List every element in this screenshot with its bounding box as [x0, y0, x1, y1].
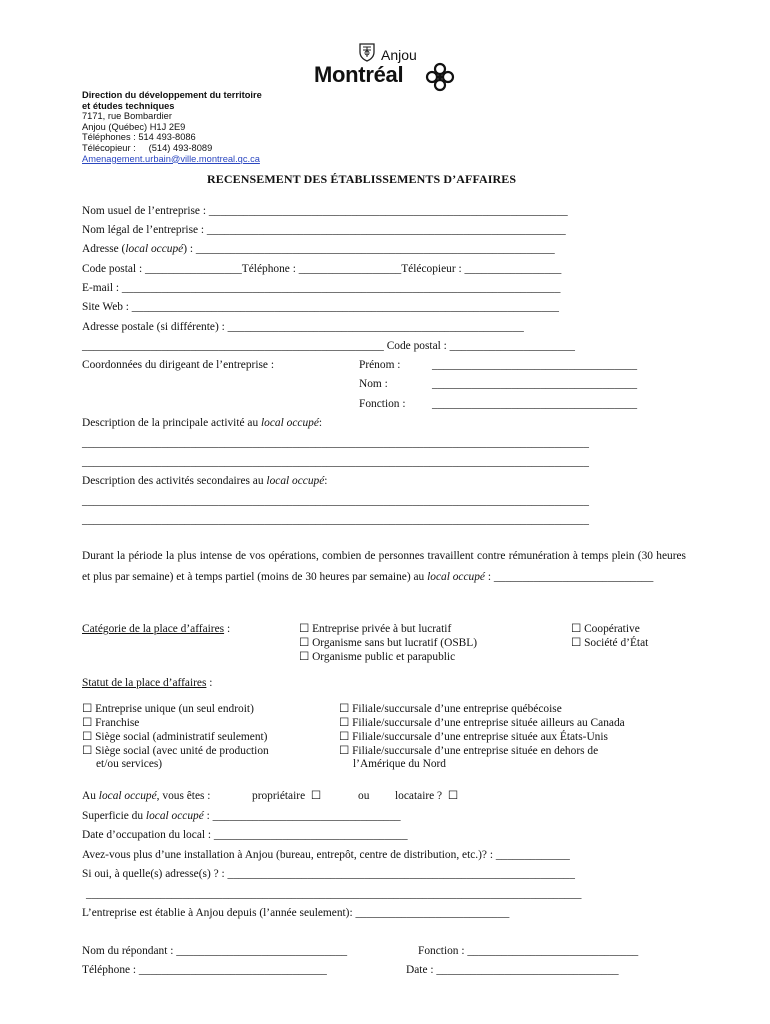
statut-option-continued: et/ou services) — [96, 758, 163, 770]
form-title: RECENSEMENT DES ÉTABLISSEMENTS D’AFFAIRES — [207, 172, 517, 186]
crest-icon — [357, 42, 377, 62]
locataire-option[interactable]: locataire ? ☐ — [395, 789, 458, 803]
statut-option[interactable]: ☐ Franchise — [82, 716, 139, 730]
department-name: Direction du développement du territoire — [82, 90, 262, 100]
superficie-field[interactable]: Superficie du local occupé : _________________________________ — [82, 810, 401, 822]
phone-numbers: Téléphones : 514 493-8086 — [82, 132, 196, 143]
dirigeant-label: Coordonnées du dirigeant de l’entreprise : — [82, 359, 275, 371]
etablie-field[interactable]: L’entreprise est établie à Anjou depuis (l’année seulement): ___________________________ — [82, 907, 510, 919]
adresse-label-italic: local occupé — [125, 243, 184, 255]
statut-option[interactable]: ☐ Siège social (avec unité de production — [82, 744, 269, 758]
si-oui-field[interactable]: Si oui, à quelle(s) adresse(s) ? : _____________________________________________________________ — [82, 868, 575, 880]
fonction-label: Fonction : — [359, 398, 406, 410]
repondant-fonction-field[interactable]: Fonction : ______________________________ — [418, 945, 639, 957]
city-address: Anjou (Québec) H1J 2E9 — [82, 121, 186, 132]
proprietaire-option[interactable]: propriétaire ☐ — [252, 789, 321, 803]
categorie-option[interactable]: ☐ Organisme sans but lucratif (OSBL) — [299, 636, 477, 650]
logo-borough: Anjou — [381, 47, 417, 63]
email-field[interactable]: E-mail : _____________________________________________________________________________ — [82, 282, 561, 294]
statut-option[interactable]: ☐ Filiale/succursale d’une entreprise située aux États-Unis — [339, 730, 608, 744]
fax-number: Télécopieur : (514) 493-8089 — [82, 142, 213, 153]
montreal-flower-icon — [425, 62, 455, 92]
date-occupation-field[interactable]: Date d’occupation du local : __________________________________ — [82, 829, 408, 841]
checkbox-icon[interactable] — [339, 731, 349, 743]
checkbox-icon[interactable] — [299, 651, 309, 663]
department-name-2: et études techniques — [82, 100, 175, 111]
checkbox-icon[interactable] — [82, 745, 92, 757]
checkbox-icon[interactable] — [339, 745, 349, 757]
employees-question[interactable]: Durant la période la plus intense de vos opérations, combien de personnes travaillent contre rémunération à temps plein (30 heures et plus par semaine) et à temps partiel (moins de 30 heures par semaine) au local occupé : ____________________________ — [82, 550, 686, 583]
adresse-postale-field[interactable]: Adresse postale (si différente) : ____________________________________________________ — [82, 321, 524, 333]
prenom-label: Prénom : — [359, 359, 401, 371]
logo-city: Montréal — [314, 62, 404, 87]
checkbox-icon[interactable] — [299, 637, 309, 649]
statut-option[interactable]: ☐ Siège social (administratif seulement) — [82, 730, 267, 744]
checkbox-icon[interactable] — [299, 623, 309, 635]
desc-principale-line[interactable]: _________________________________________________________________________________________ — [82, 456, 589, 468]
checkbox-icon[interactable] — [448, 790, 458, 802]
adresse-postale-line-2[interactable]: _____________________________________________________ Code postal : ______________________ — [82, 340, 575, 352]
si-oui-line[interactable]: _______________________________________________________________________________________ — [86, 888, 582, 900]
desc-principale-line[interactable]: _________________________________________________________________________________________ — [82, 437, 589, 449]
installation-field[interactable]: Avez-vous plus d’une installation à Anjou (bureau, entrepôt, centre de distribution, etc.)? : _____________ — [82, 849, 570, 861]
adresse-label: Adresse ( — [82, 243, 126, 255]
address-block — [82, 90, 262, 164]
street-address: 7171, rue Bombardier — [82, 111, 172, 122]
nom-legal-field[interactable]: Nom légal de l’entreprise : _______________________________________________________________ — [82, 224, 566, 236]
repondant-date-field[interactable]: Date : ________________________________ — [406, 964, 619, 976]
categorie-option[interactable]: ☐ Coopérative — [571, 622, 640, 636]
categorie-option[interactable]: ☐ Société d’État — [571, 636, 648, 650]
site-web-field[interactable]: Site Web : ___________________________________________________________________________ — [82, 301, 559, 313]
statut-label: Statut de la place d’affaires : — [82, 677, 213, 689]
prenom-field[interactable]: ____________________________________ — [432, 359, 638, 371]
checkbox-icon[interactable] — [339, 703, 349, 715]
fonction-field[interactable]: ____________________________________ — [432, 398, 638, 410]
occupation-question: Au local occupé, vous êtes : — [82, 790, 211, 802]
ou-text: ou — [358, 790, 370, 802]
checkbox-icon[interactable] — [82, 703, 92, 715]
checkbox-icon[interactable] — [571, 623, 581, 635]
checkbox-icon[interactable] — [82, 731, 92, 743]
nom-field[interactable]: ____________________________________ — [432, 378, 638, 390]
email-link[interactable]: Amenagement.urbain@ville.montreal.qc.ca — [82, 153, 260, 164]
repondant-telephone-field[interactable]: Téléphone : _________________________________ — [82, 964, 327, 976]
checkbox-icon[interactable] — [82, 717, 92, 729]
repondant-nom-field[interactable]: Nom du répondant : ______________________________ — [82, 945, 348, 957]
nom-usuel-field[interactable]: Nom usuel de l’entreprise : _______________________________________________________________ — [82, 205, 568, 217]
statut-option[interactable]: ☐ Filiale/succursale d’une entreprise située en dehors de — [339, 744, 598, 758]
checkbox-icon[interactable] — [571, 637, 581, 649]
adresse-field[interactable] — [82, 242, 555, 256]
nom-label: Nom : — [359, 378, 388, 390]
anjou-logo — [313, 40, 463, 90]
statut-option[interactable]: ☐ Entreprise unique (un seul endroit) — [82, 702, 254, 716]
categorie-option[interactable]: ☐ Organisme public et parapublic — [299, 650, 455, 664]
adresse-line: ) : _______________________________________________________________ — [183, 243, 555, 255]
statut-option-continued: l’Amérique du Nord — [353, 758, 446, 770]
checkbox-icon[interactable] — [311, 790, 321, 802]
desc-secondaires-label: Description des activités secondaires au local occupé: — [82, 475, 328, 487]
desc-secondaires-line[interactable]: _________________________________________________________________________________________ — [82, 514, 589, 526]
checkbox-icon[interactable] — [339, 717, 349, 729]
desc-secondaires-line[interactable]: _________________________________________________________________________________________ — [82, 495, 589, 507]
statut-option[interactable]: ☐ Filiale/succursale d’une entreprise québécoise — [339, 702, 562, 716]
desc-principale-label: Description de la principale activité au local occupé: — [82, 417, 323, 429]
statut-option[interactable]: ☐ Filiale/succursale d’une entreprise située ailleurs au Canada — [339, 716, 625, 730]
categorie-option[interactable]: ☐ Entreprise privée à but lucratif — [299, 622, 451, 636]
code-postal-telephone-row[interactable]: Code postal : _________________Téléphone : __________________Télécopieur : _________________ — [82, 263, 562, 275]
categorie-label: Catégorie de la place d’affaires : — [82, 623, 231, 635]
